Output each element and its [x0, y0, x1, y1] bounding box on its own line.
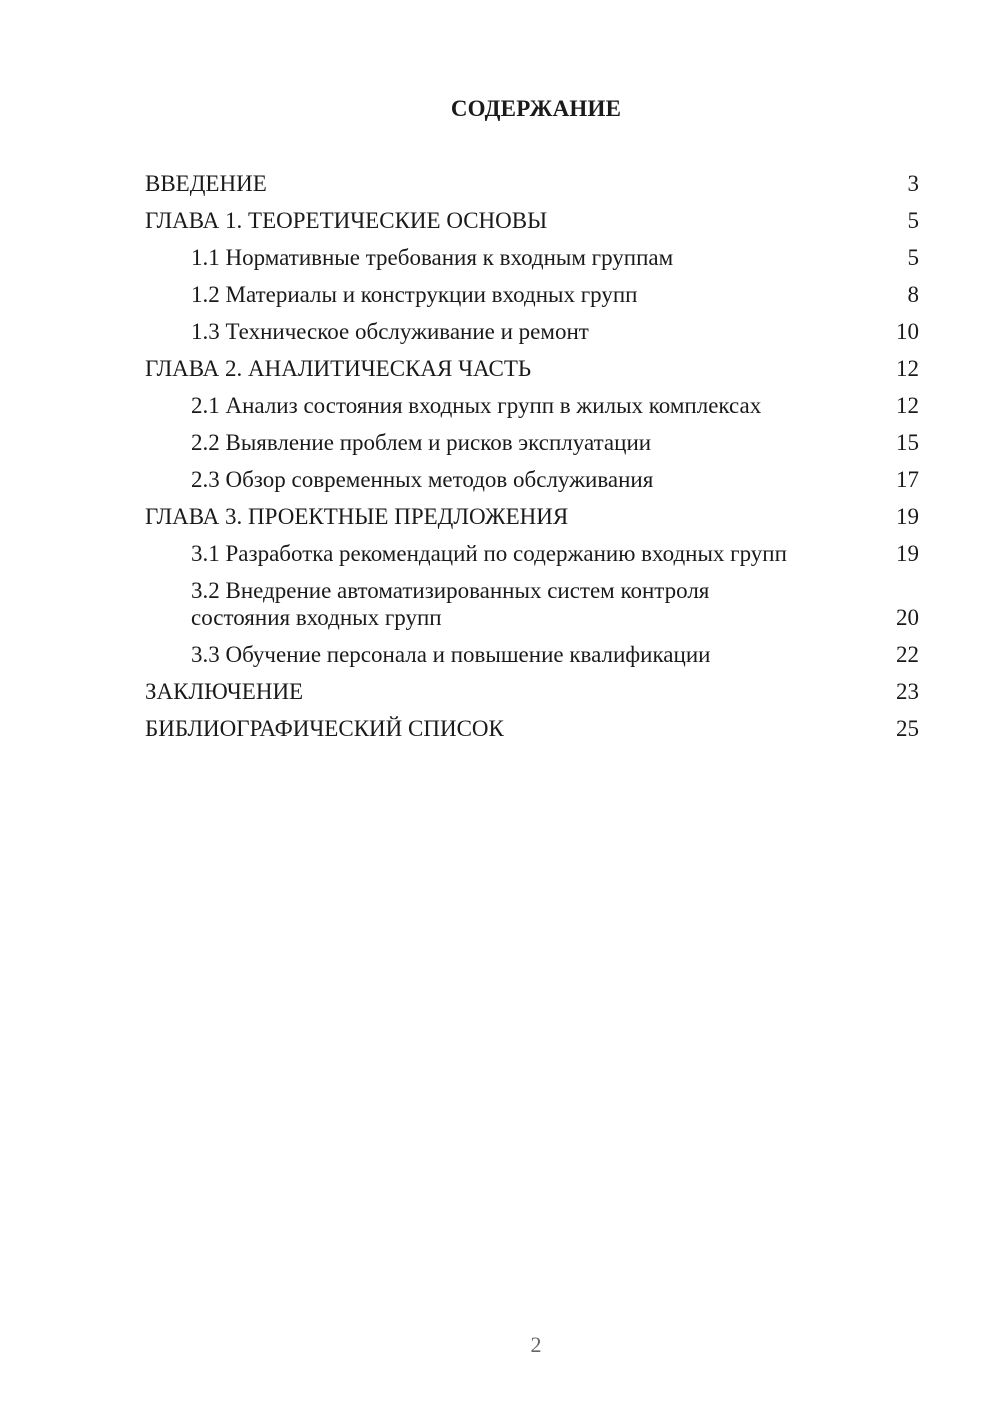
toc-entry-chapter-1[interactable] — [145, 207, 919, 234]
toc-entry-text: 1.1 Нормативные требования к входным группам — [191, 245, 674, 270]
toc-entry-page: 23 — [896, 679, 919, 704]
toc-entry-conclusion[interactable] — [145, 678, 919, 705]
toc-entry-page: 19 — [896, 504, 919, 529]
toc-entry-section-3-1[interactable] — [145, 540, 919, 567]
toc-entry-page: 5 — [907, 208, 919, 233]
toc-entry-page: 22 — [896, 642, 919, 667]
toc-entry-page: 19 — [896, 541, 919, 566]
toc-entry-text: 1.3 Техническое обслуживание и ремонт — [191, 319, 589, 344]
toc-entry-section-2-2[interactable] — [145, 429, 919, 456]
toc-entry-text: ГЛАВА 2. АНАЛИТИЧЕСКАЯ ЧАСТЬ — [145, 356, 532, 381]
toc-entry-page: 12 — [896, 393, 919, 418]
toc-entry-page: 12 — [896, 356, 919, 381]
toc-entry-text: 2.1 Анализ состояния входных групп в жилых комплексах — [191, 393, 762, 418]
toc-entry-section-3-3[interactable] — [145, 641, 919, 668]
toc-entry-page: 10 — [896, 319, 919, 344]
toc-entry-chapter-2[interactable] — [145, 355, 919, 382]
toc-entry-page: 25 — [896, 716, 919, 741]
toc-entry-section-2-1[interactable] — [145, 392, 919, 419]
toc-entry-page: 15 — [896, 430, 919, 455]
toc-entry-section-1-3[interactable] — [145, 318, 919, 345]
toc-entry-introduction[interactable] — [145, 170, 919, 197]
toc-entry-text: ЗАКЛЮЧЕНИЕ — [145, 679, 304, 704]
toc-entry-page: 8 — [907, 282, 919, 307]
page-number: 2 — [530, 1332, 542, 1357]
toc-entry-page: 5 — [907, 245, 919, 270]
toc-entry-section-1-1[interactable] — [145, 244, 919, 271]
toc-entry-text: ГЛАВА 1. ТЕОРЕТИЧЕСКИЕ ОСНОВЫ — [145, 208, 548, 233]
toc-entry-page: 17 — [896, 467, 919, 492]
toc-entry-text: 3.2 Внедрение автоматизированных систем контроля состояния входных групп — [191, 578, 710, 630]
toc-entry-text: 2.2 Выявление проблем и рисков эксплуатации — [191, 430, 652, 455]
toc-entry-page: 20 — [896, 605, 919, 630]
toc-entry-bibliography[interactable] — [145, 715, 919, 742]
toc-entry-text: ГЛАВА 3. ПРОЕКТНЫЕ ПРЕДЛОЖЕНИЯ — [145, 504, 569, 529]
toc-entry-text: 1.2 Материалы и конструкции входных групп — [191, 282, 638, 307]
toc-entry-page: 3 — [907, 171, 919, 196]
toc-entry-section-3-2[interactable] — [145, 577, 919, 631]
toc-entry-chapter-3[interactable] — [145, 503, 919, 530]
toc-entry-text: 3.1 Разработка рекомендаций по содержанию входных групп — [191, 541, 787, 566]
toc-entry-text: ВВЕДЕНИЕ — [145, 171, 267, 196]
toc-entry-section-1-2[interactable] — [145, 281, 919, 308]
toc-entry-text: БИБЛИОГРАФИЧЕСКИЙ СПИСОК — [145, 716, 504, 741]
toc-entry-section-2-3[interactable] — [145, 466, 919, 493]
toc-title: СОДЕРЖАНИЕ — [450, 96, 622, 121]
toc-entry-text: 2.3 Обзор современных методов обслуживания — [191, 467, 654, 492]
toc-entry-text: 3.3 Обучение персонала и повышение квалификации — [191, 642, 711, 667]
toc-list — [145, 170, 919, 752]
